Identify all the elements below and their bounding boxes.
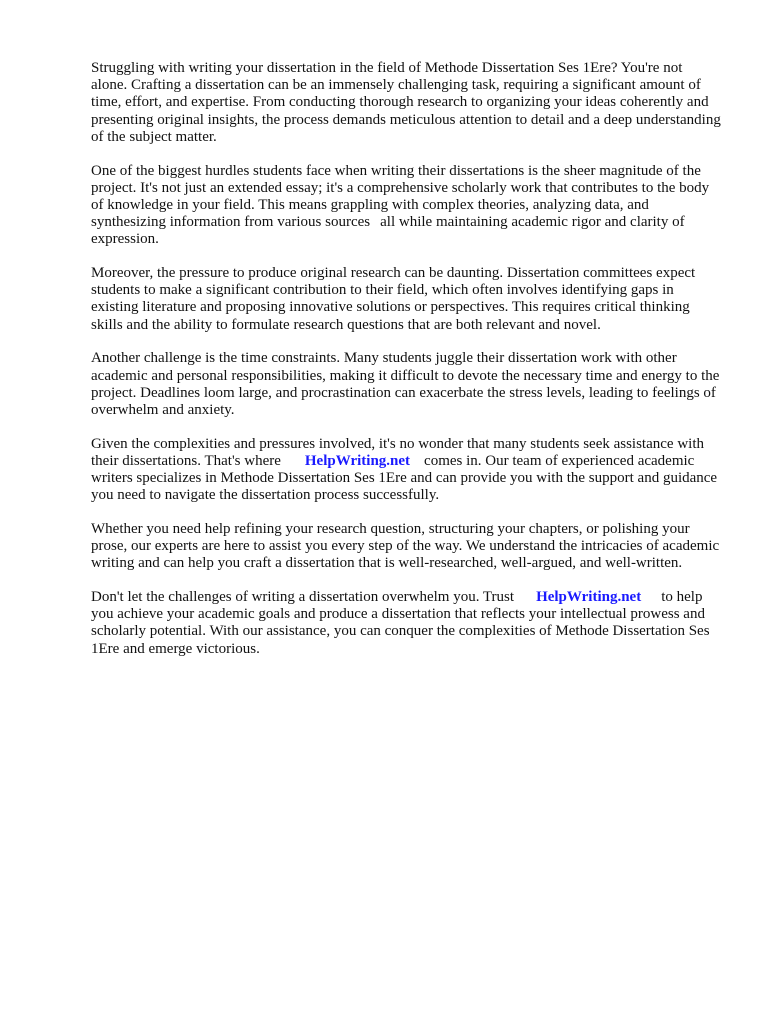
- helpwriting-link[interactable]: HelpWriting.net: [304, 452, 411, 469]
- paragraph-assistance: [91, 436, 721, 505]
- paragraph-experts-text: Whether you need help refining your research question, structuring your chapters, or polishing your prose, our experts are here to assist you every step of the way. We understand the intricacies of academic writing and can help you craft a dissertation that is well-researched, well-argued, and well-written.: [91, 520, 720, 572]
- paragraph-closing: [91, 589, 721, 658]
- paragraph-closing-text-end: to help you achieve your academic goals and produce a dissertation that reflects your intellectual prowess and scholarly potential. With our assistance, you can conquer the complexities of Methode Dissertation Ses 1Ere and emerge victorious.: [91, 589, 710, 657]
- paragraph-assistance-text-start: Given the complexities and pressures involved, it's no wonder that many students seek assistance with their dissertations. That's where: [91, 435, 704, 469]
- document-body: [91, 60, 721, 674]
- paragraph-hurdles-text-end: all while maintaining academic rigor and clarity of expression.: [91, 214, 685, 248]
- paragraph-hurdles-text-start: One of the biggest hurdles students face when writing their dissertations is the sheer magnitude of the project. It's not just an extended essay; it's a comprehensive scholarly work that contributes to the body of knowledge in your field. This means grappling with complex theories, analyzing data, and synthesizing information from various sources: [91, 162, 710, 231]
- paragraph-pressure: [91, 265, 721, 334]
- paragraph-intro-text: Struggling with writing your dissertation in the field of Methode Dissertation Ses 1Ere? You're not alone. Crafting a dissertation can be an immensely challenging task, requiring a significant amount of time, effort, and expertise. From conducting thorough research to organizing your ideas coherently and presenting original insights, the process demands meticulous attention to detail and a deep understanding of the subject matter.: [91, 60, 721, 145]
- paragraph-intro: [91, 60, 721, 146]
- paragraph-hurdles: [91, 163, 721, 249]
- paragraph-pressure-text: Moreover, the pressure to produce original research can be daunting. Dissertation committees expect students to make a significant contribution to their field, which often involves identifying gaps in existing literature and proposing innovative solutions or perspectives. This requires critical thinking skills and the ability to formulate research questions that are both relevant and novel.: [91, 265, 696, 333]
- paragraph-closing-text-start: Don't let the challenges of writing a dissertation overwhelm you. Trust: [91, 589, 515, 606]
- paragraph-time: [91, 350, 721, 419]
- paragraph-time-text: Another challenge is the time constraints. Many students juggle their dissertation work with other academic and personal responsibilities, making it difficult to devote the necessary time and energy to the project. Deadlines loom large, and procrastination can exacerbate the stress levels, leading to feelings of overwhelm and anxiety.: [91, 350, 720, 418]
- paragraph-experts: [91, 521, 721, 573]
- paragraph-assistance-text-end: comes in. Our team of experienced academic writers specializes in Methode Dissertation Ses 1Ere and can provide you with the support and guidance you need to navigate the dissertation process successfully.: [91, 452, 718, 504]
- helpwriting-link[interactable]: HelpWriting.net: [536, 589, 642, 606]
